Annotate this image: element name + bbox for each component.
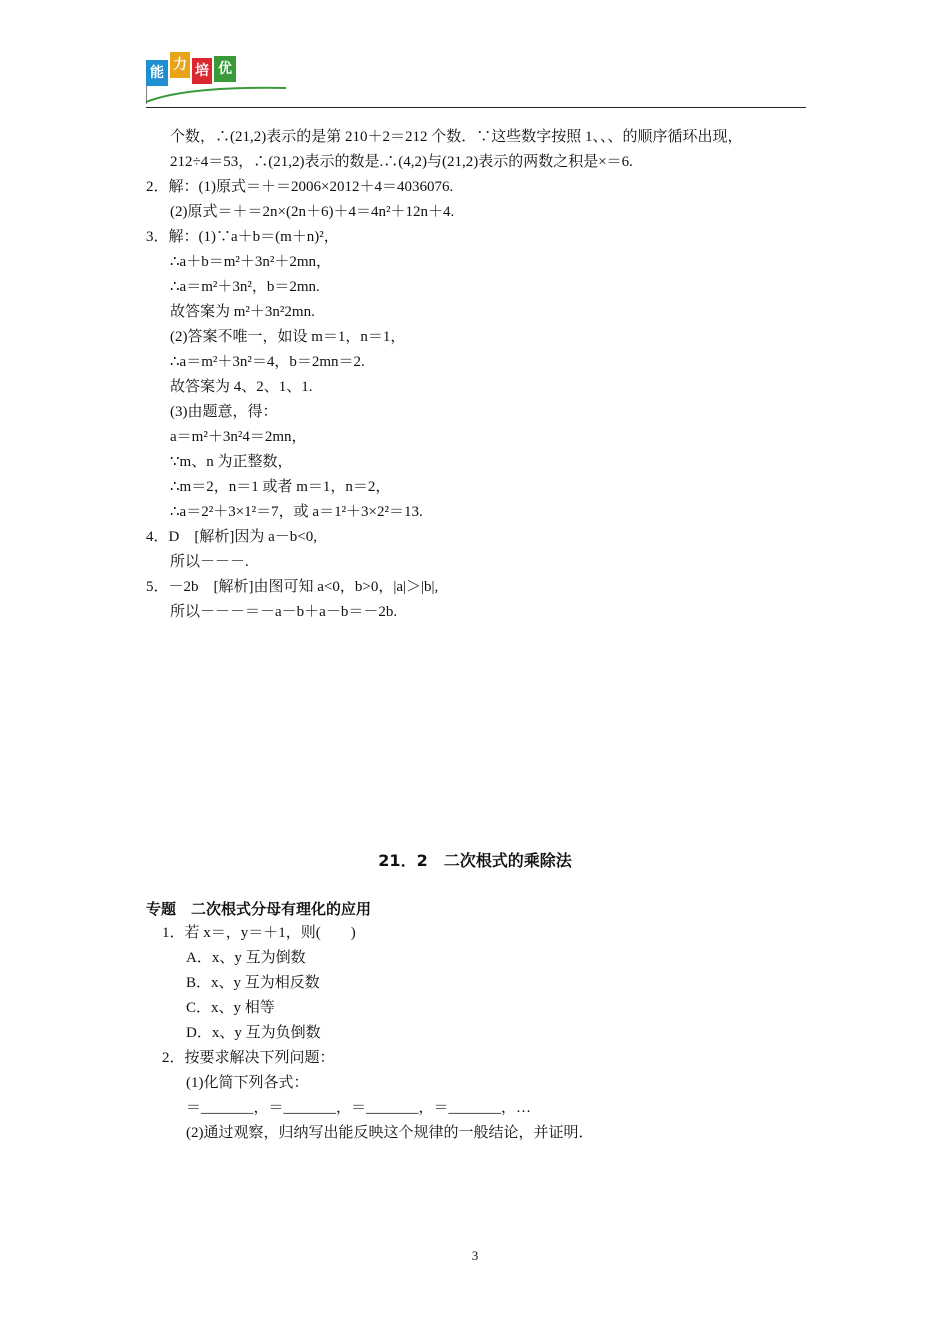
answer-line-9: (2)答案不唯一，如设 m＝1，n＝1， bbox=[170, 329, 406, 345]
answer-line-2: 212÷4＝53，∴(21,2)表示的数是.∴(4,2)与(21,2)表示的两数之积是×＝6. bbox=[170, 154, 633, 170]
header-rule bbox=[146, 107, 806, 108]
section-title: 21．2 二次根式的乘除法 bbox=[378, 851, 572, 870]
question-1-option-d: D．x、y 互为负倒数 bbox=[186, 1025, 321, 1041]
question-2-blanks: ＝_______，＝_______，＝_______，＝_______，… bbox=[186, 1100, 532, 1116]
page-number: 3 bbox=[471, 1248, 479, 1263]
answer-line-8: 故答案为 m²＋3n²2mn. bbox=[170, 304, 315, 320]
question-1: 1．若 x＝，y＝＋1，则( ) bbox=[162, 925, 356, 941]
answer-line-15: ∴m＝2，n＝1 或者 m＝1，n＝2， bbox=[170, 479, 391, 495]
logo-char-4: 优 bbox=[214, 56, 236, 82]
answer-line-14: ∵m、n 为正整数， bbox=[170, 454, 293, 470]
answer-line-17: 4．D [解析]因为 a－b<0, bbox=[146, 529, 317, 545]
answer-line-20: 所以－－－＝－a－b＋a－b＝－2b. bbox=[170, 604, 398, 620]
header-logo bbox=[146, 56, 296, 106]
answer-line-4: (2)原式＝＋＝2n×(2n＋6)＋4＝4n²＋12n＋4. bbox=[170, 204, 455, 220]
question-1-option-a: A．x、y 互为倒数 bbox=[186, 950, 306, 966]
answer-line-10: ∴a＝m²＋3n²＝4，b＝2mn＝2. bbox=[170, 354, 365, 370]
question-2: 2．按要求解决下列问题： bbox=[162, 1050, 335, 1066]
answer-line-11: 故答案为 4、2、1、1. bbox=[170, 379, 313, 395]
answer-line-18: 所以－－－. bbox=[170, 554, 249, 570]
answer-line-13: a＝m²＋3n²4＝2mn， bbox=[170, 429, 307, 445]
answer-line-1: 个数，∴(21,2)表示的是第 210＋2＝212 个数．∵这些数字按照 1、、、的顺序循环出现， bbox=[170, 129, 743, 145]
logo-char-1: 能 bbox=[146, 60, 168, 86]
section-topic: 专题 二次根式分母有理化的应用 bbox=[146, 900, 372, 918]
answer-line-3: 2．解：(1)原式＝＋＝2006×2012＋4＝4036076. bbox=[146, 179, 454, 195]
answer-line-6: ∴a＋b＝m²＋3n²＋2mn， bbox=[170, 254, 332, 270]
answer-line-16: ∴a＝2²＋3×1²＝7，或 a＝1²＋3×2²＝13. bbox=[170, 504, 423, 520]
logo-char-2: 力 bbox=[170, 52, 190, 78]
answer-line-19: 5．－2b [解析]由图可知 a<0，b>0，|a|＞|b|, bbox=[146, 579, 439, 595]
question-2-part-2: (2)通过观察，归纳写出能反映这个规律的一般结论，并证明． bbox=[186, 1125, 594, 1141]
answer-line-5: 3．解：(1)∵a＋b＝(m＋n)²， bbox=[146, 229, 339, 245]
logo-swoosh-icon bbox=[146, 84, 286, 104]
question-1-option-c: C．x、y 相等 bbox=[186, 1000, 275, 1016]
answer-line-7: ∴a＝m²＋3n²，b＝2mn. bbox=[170, 279, 320, 295]
question-2-part-1: (1)化简下列各式： bbox=[186, 1075, 309, 1091]
question-1-option-b: B．x、y 互为相反数 bbox=[186, 975, 320, 991]
answer-line-12: (3)由题意，得： bbox=[170, 404, 278, 420]
logo-char-3: 培 bbox=[192, 58, 212, 84]
